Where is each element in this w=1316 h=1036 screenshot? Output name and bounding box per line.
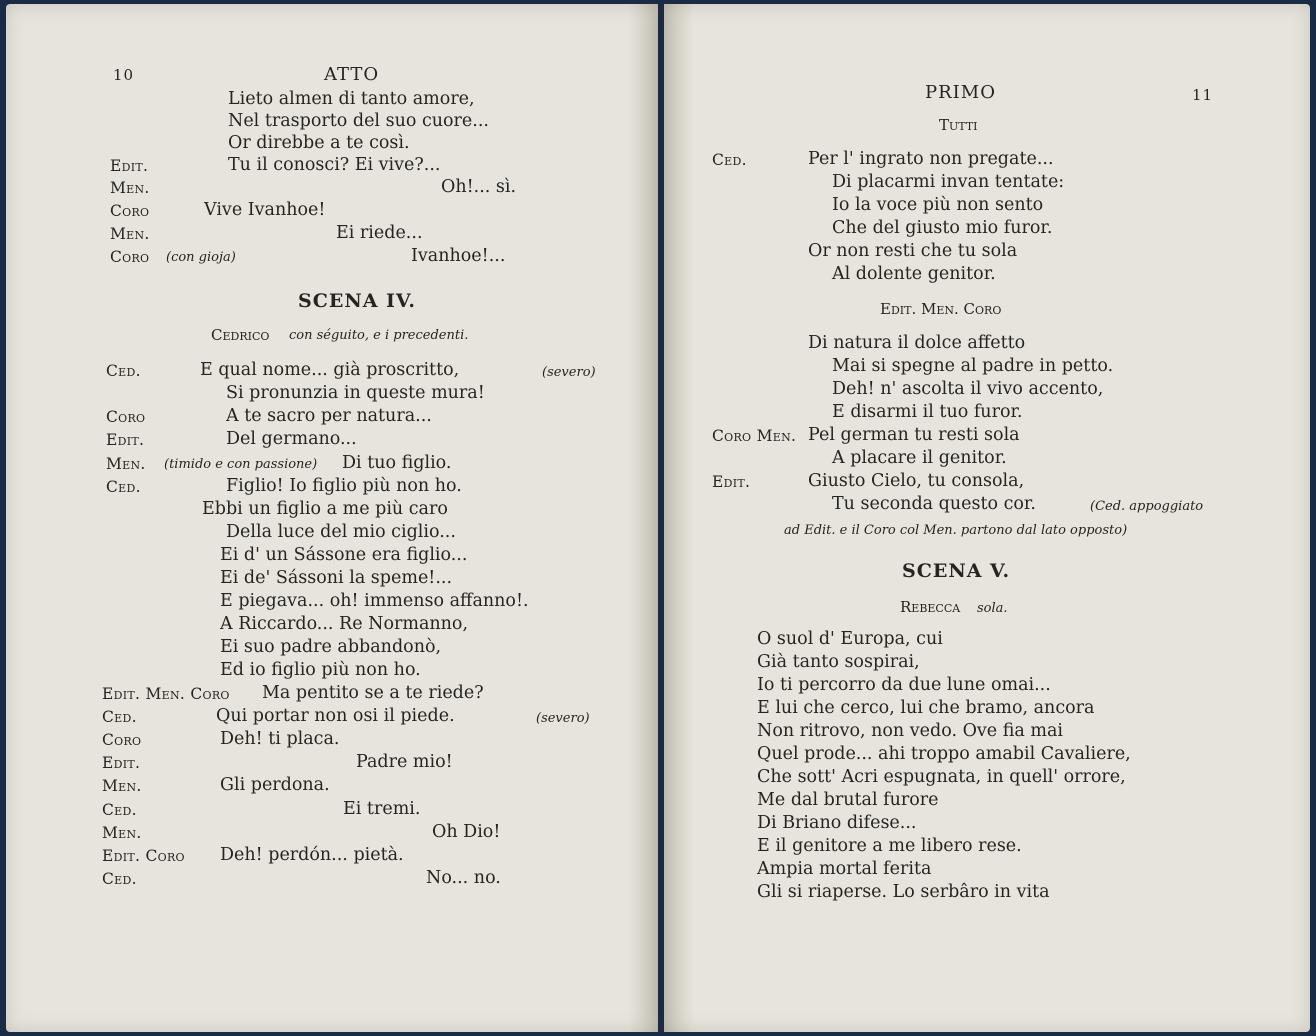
speaker-label: Ced. — [102, 708, 137, 726]
stage-direction: ad Edit. e il Coro col Men. partono dal lato opposto) — [784, 523, 1128, 538]
verse-line: Ma pentito se a te riede? — [262, 683, 484, 703]
verse-line: Già tanto sospirai, — [757, 652, 920, 672]
speaker-label: Edit. — [712, 473, 751, 491]
verse-line: Me dal brutal furore — [757, 790, 939, 810]
verse-line: Oh!... sì. — [441, 177, 517, 197]
page-number: 11 — [1192, 86, 1214, 104]
speaker-label: Men. — [106, 455, 146, 473]
verse-line: Di natura il dolce affetto — [808, 333, 1026, 353]
speaker-label: Coro Men. — [712, 427, 797, 445]
right-page — [664, 4, 1310, 1032]
verse-line: Che del giusto mio furor. — [832, 218, 1053, 238]
stage-direction: (severo) — [536, 711, 590, 726]
page-number: 10 — [113, 66, 135, 84]
verse-line: Ei d' un Sássone era figlio... — [220, 545, 468, 565]
scene-description: sola. — [977, 601, 1008, 616]
verse-line: Nel trasporto del suo cuore... — [228, 111, 489, 131]
speaker-label: Coro — [110, 248, 150, 266]
speaker-label: Men. — [110, 225, 150, 243]
verse-line: Di tuo figlio. — [342, 453, 452, 473]
verse-line: Di placarmi invan tentate: — [832, 172, 1065, 192]
verse-line: A te sacro per natura... — [226, 406, 432, 426]
verse-line: Figlio! Io figlio più non ho. — [226, 476, 462, 496]
speaker-label: Men. — [110, 179, 150, 197]
speaker-label: Ced. — [102, 870, 137, 888]
verse-line: Ei de' Sássoni la speme!... — [220, 568, 453, 588]
stage-direction: (Ced. appoggiato — [1090, 499, 1204, 514]
verse-line: Or non resti che tu sola — [808, 241, 1018, 261]
verse-line: Si pronunzia in queste mura! — [226, 383, 485, 403]
verse-line: Tu il conosci? Ei vive?... — [228, 155, 441, 175]
speaker-label: Coro — [106, 408, 146, 426]
speaker-label: Ced. — [106, 478, 141, 496]
speaker-label: Men. — [102, 824, 142, 842]
stage-direction: (severo) — [542, 365, 596, 380]
scene-title: SCENA IV. — [298, 290, 416, 312]
verse-line: Ei riede... — [336, 223, 423, 243]
scene-character: Rebecca — [900, 598, 961, 616]
verse-line: E disarmi il tuo furor. — [832, 402, 1023, 422]
speaker-label: Ced. — [106, 362, 141, 380]
verse-line: Ampia mortal ferita — [757, 859, 932, 879]
scene-title: SCENA V. — [902, 560, 1011, 582]
speaker-label: Edit. Coro — [102, 847, 185, 865]
verse-line: A Riccardo... Re Normanno, — [220, 614, 469, 634]
verse-line: Lieto almen di tanto amore, — [228, 89, 475, 109]
verse-line: Del germano... — [226, 429, 357, 449]
verse-line: Oh Dio! — [432, 822, 501, 842]
verse-line: Che sott' Acri espugnata, in quell' orrore, — [757, 767, 1126, 787]
gutter-shadow — [664, 4, 694, 1032]
speaker-label: Edit. Men. Coro — [102, 685, 230, 703]
speaker-label: Edit. — [102, 754, 141, 772]
verse-line: Ei suo padre abbandonò, — [220, 637, 442, 657]
stage-direction: (timido e con passione) — [164, 457, 318, 472]
speaker-label: Coro — [102, 731, 142, 749]
verse-line: Padre mio! — [356, 752, 453, 772]
scene-character: Cedrico — [211, 326, 270, 344]
verse-line: Tu seconda questo cor. — [832, 494, 1036, 514]
speaker-label: Coro — [110, 202, 150, 220]
group-label: Edit. Men. Coro — [880, 300, 1002, 318]
speaker-label: Edit. — [106, 431, 145, 449]
tutti-label: Tutti — [939, 116, 978, 134]
verse-line: Deh! ti placa. — [220, 729, 340, 749]
running-head: PRIMO — [925, 82, 996, 103]
verse-line: Ed io figlio più non ho. — [220, 660, 421, 680]
verse-line: Gli perdona. — [220, 775, 330, 795]
verse-line: Deh! n' ascolta il vivo accento, — [832, 379, 1104, 399]
speaker-label: Ced. — [712, 151, 747, 169]
verse-line: Al dolente genitor. — [832, 264, 996, 284]
gutter-shadow — [628, 4, 658, 1032]
left-page — [6, 4, 658, 1032]
verse-line: E il genitore a me libero rese. — [757, 836, 1022, 856]
verse-line: Ei tremi. — [343, 799, 421, 819]
verse-line: Pel german tu resti sola — [808, 425, 1020, 445]
speaker-label: Men. — [102, 777, 142, 795]
verse-line: Ivanhoe!... — [411, 246, 506, 266]
stage-direction: (con gioja) — [166, 250, 236, 265]
verse-line: Non ritrovo, non vedo. Ove fia mai — [757, 721, 1064, 741]
verse-line: Quel prode... ahi troppo amabil Cavaliere, — [757, 744, 1131, 764]
verse-line: Io ti percorro da due lune omai... — [757, 675, 1051, 695]
verse-line: No... no. — [426, 868, 501, 888]
verse-line: O suol d' Europa, cui — [757, 629, 943, 649]
verse-line: E qual nome... già proscritto, — [200, 360, 460, 380]
verse-line: Per l' ingrato non pregate... — [808, 149, 1054, 169]
verse-line: Deh! perdón... pietà. — [220, 845, 404, 865]
speaker-label: Ced. — [102, 801, 137, 819]
verse-line: Ebbi un figlio a me più caro — [202, 499, 448, 519]
verse-line: E lui che cerco, lui che bramo, ancora — [757, 698, 1095, 718]
verse-line: Di Briano difese... — [757, 813, 917, 833]
verse-line: Gli si riaperse. Lo serbâro in vita — [757, 882, 1050, 902]
verse-line: Giusto Cielo, tu consola, — [808, 471, 1025, 491]
verse-line: Qui portar non osi il piede. — [216, 706, 455, 726]
verse-line: E piegava... oh! immenso affanno!. — [220, 591, 529, 611]
speaker-label: Edit. — [110, 157, 149, 175]
scene-description: con séguito, e i precedenti. — [289, 328, 469, 343]
verse-line: Io la voce più non sento — [832, 195, 1044, 215]
verse-line: Or direbbe a te così. — [228, 133, 410, 153]
verse-line: Mai si spegne al padre in petto. — [832, 356, 1114, 376]
running-head: ATTO — [324, 64, 380, 85]
verse-line: Della luce del mio ciglio... — [226, 522, 456, 542]
verse-line: A placare il genitor. — [832, 448, 1007, 468]
verse-line: Vive Ivanhoe! — [204, 200, 326, 220]
